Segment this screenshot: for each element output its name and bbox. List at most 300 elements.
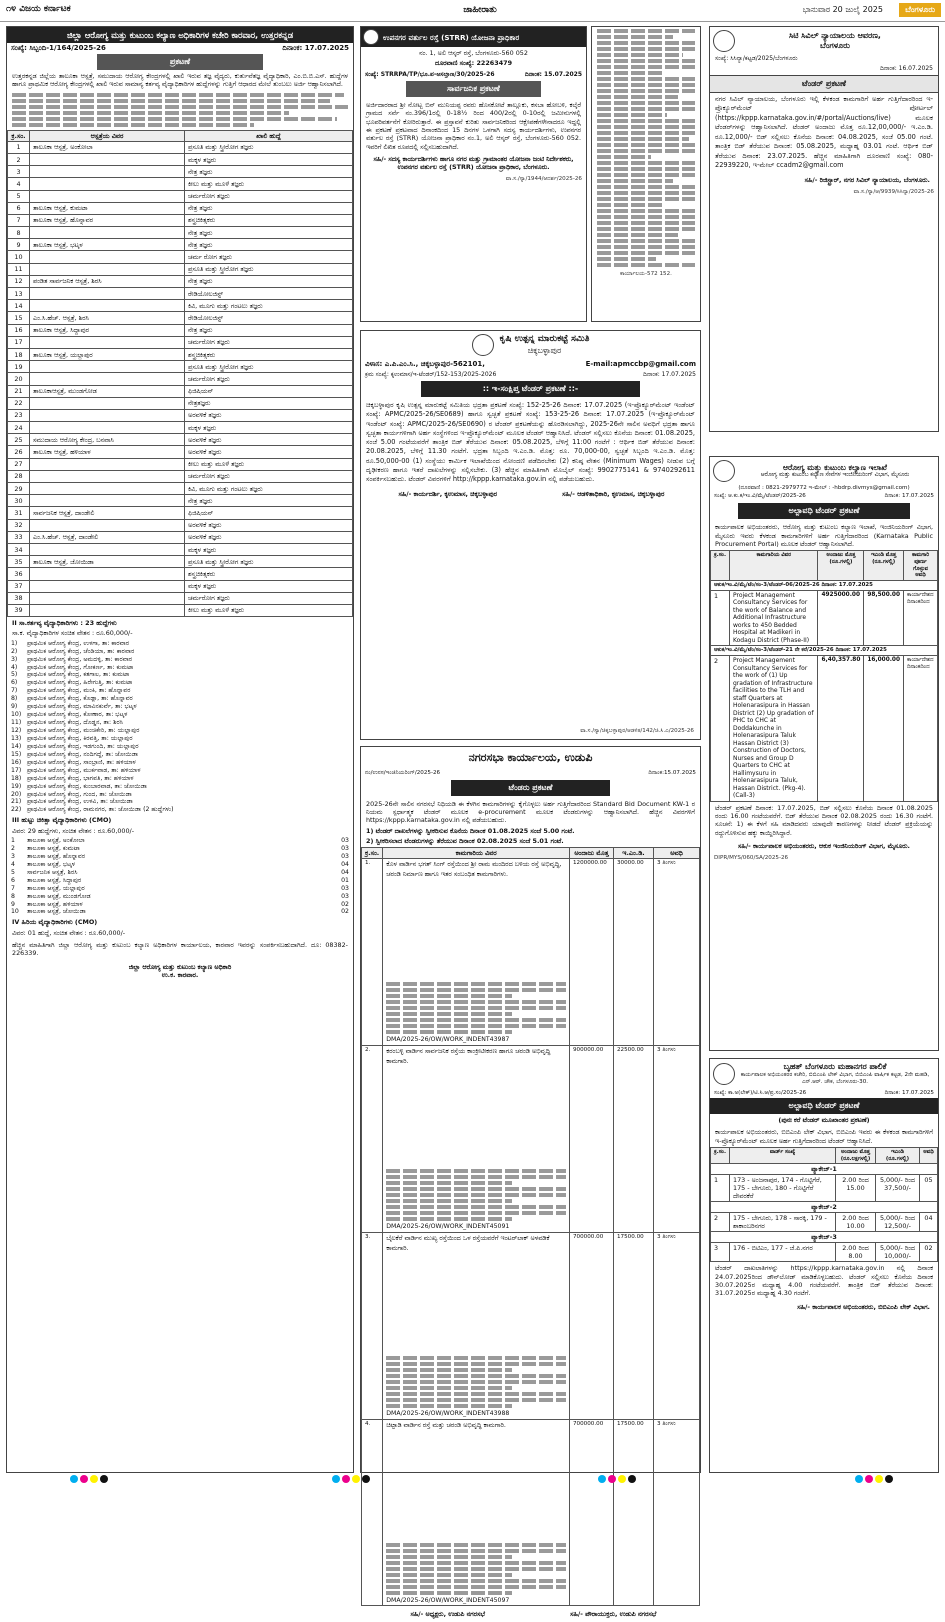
udupi-work-amount: 1200000.00	[570, 859, 614, 1046]
udupi-sign-left: ಸಹಿ/- ಅಧ್ಯಕ್ಷರು, ಉಡುಪಿ ನಗರಸಭೆ	[410, 1610, 485, 1619]
vacancy-hospital: ತಾಲೂಕಾ ಆಸ್ಪತ್ರೆ, ಕುಮಟಾ	[30, 202, 185, 214]
vacancy-row	[8, 263, 353, 275]
section-ii-pay: ಸಾ.ಕ. ವೈದ್ಯಾಧಿಕಾರಿಗಳ ಸಂಚಿತ ವೇತನ : ರೂ.60,000/-	[12, 629, 133, 638]
vacancy-sl: 11	[8, 263, 30, 275]
udupi-col-period: ಅವಧಿ	[654, 848, 700, 859]
apmc-ad	[360, 330, 701, 740]
bbmp-r1-amount: 2.00 ರಿಂದ 15.00	[836, 1175, 876, 1202]
health-date: ದಿನಾಂಕ: 17.07.2025	[884, 493, 934, 500]
phc-item-number: 18)	[11, 774, 22, 782]
udupi-col-emd: ಇ.ಎಂ.ಡಿ.	[614, 848, 654, 859]
phc-item-label: ಪ್ರಾಥಮಿಕ ಆರೋಗ್ಯ ಕೇಂದ್ರ, ಮುರ್ಕವಾಡ, ತಾ: ಹಳಿಯಾಳ	[27, 766, 141, 774]
strr-body: ಅರ್ಜಿದಾರರಾದ ಶ್ರೀ ನೋಟ್ಬ ಬಿನ್ ಮುನಿಯಪ್ಪ ರವರು ಹೊಸಕೋಟೆ ತಾಲ್ಲೂಕು, ಕಸಬಾ ಹೋಬಳಿ, ಕಲ್ಕೆರೆ ಗ್ರಾಮದ ಸರ್ವೆ ನಂ.396/1ರಲ್ಲಿ 0-18½ ರಿಂದ 400/2ರಲ್ಲಿ 0-10ರಲ್ಲಿ ಜಮೀನುಗಳಲ್ಲಿ ಭೂಪರಿವರ್ತನೆಗೆ ಕೋರಿರುತ್ತಾರೆ. ಈ ಪ್ರಸ್ತಾವನೆ ಕುರಿತು ಸಾರ್ವಜನಿಕರಿಂದ ಆಕ್ಷೇಪಣೆಗಳೇನಾದರೂ ಇದ್ದಲ್ಲಿ ಈ ಪ್ರಕಟಣೆ ಪ್ರಕಟವಾದ ದಿನಾಂಕದಿಂದ 15 ದಿನಗಳ ಒಳಗಾಗಿ ಸದಸ್ಯ ಕಾರ್ಯದರ್ಶಿಗಳು, ಉಪನಗರ ವರ್ತುಲ ರಸ್ತೆ (STRR) ಯೋಜನಾ ಪ್ರಾಧಿಕಾರ ನಂ.1, ಅಲಿ ಆಸ್ಕರ್ ರಸ್ತೆ, ಬೆಂಗಳೂರು-560 052. ಇವರಿಗೆ ಲಿಖಿತ ರೂಪದಲ್ಲಿ ಸಲ್ಲಿಸಬಹುದಾಗಿದೆ.	[366, 101, 581, 151]
section-iv-pay: ವಿವರ: 01 ಹುದ್ದೆ, ಸಂಚಿತ ವೇತನ : ರೂ.60,000/-	[12, 928, 126, 937]
bbmp-r3-period: 02	[920, 1243, 938, 1262]
vacancy-post: ನೇತ್ರ ತಜ್ಞರು	[185, 239, 353, 251]
vacancy-row	[8, 361, 353, 373]
vacancy-hospital	[30, 190, 185, 202]
vacancy-post: ಮಕ್ಕಳ ತಜ್ಞರು	[185, 543, 353, 555]
vacancy-post: ಅರವಳಿಕೆ ತಜ್ಞರು	[185, 446, 353, 458]
udupi-work-amount: 700000.00	[570, 1232, 614, 1419]
vacancy-hospital	[30, 580, 185, 592]
health-section-1: ಆಕುಕ/ಇಂ.ವಿ/ಮೈ/ಟೆಂ/ಸಂ-3/ಟೆಂಡರ್-06/2025-26 ದಿನಾಂಕ: 17.07.2025	[711, 581, 938, 591]
bbmp-row-3	[711, 1243, 938, 1262]
print-marks-left	[70, 1475, 108, 1483]
health-footer: DIPR/MYS/060/SA/2025-26	[714, 855, 789, 862]
vacancy-sl: 15	[8, 312, 30, 324]
vacancy-hospital: ಸಾರ್ವಜನಿಕ ಆಸ್ಪತ್ರೆ, ದಾಂಡೇಲಿ	[30, 507, 185, 519]
phc-item-number: 11)	[11, 719, 22, 727]
apmc-signatures	[361, 486, 700, 502]
udupi-work-emd: 17500.00	[614, 1232, 654, 1419]
vacancy-sl: 28	[8, 470, 30, 482]
edition-city: ಬೆಂಗಳೂರು	[899, 3, 941, 17]
bbmp-intro: ಕಾರ್ಯಪಾಲಕ ಅಭಿಯಂತರರು, ಬಿಬಿಎಂಪಿ ಲೇಕ್ ವಿಭಾಗ, ಬಿಬಿಎಂಪಿ ಇವರು ಈ ಕೆಳಕಂಡ ಕಾಮಗಾರಿಗಳಿಗೆ ಇ-ಪ್ರೊಕ್ಯೂರ್‌ಮೆಂಟ್ ಮೂಲಕ ಅರ್ಹ ಗುತ್ತಿಗೆದಾರರಿಂದ ಟೆಂಡರ್ ಆಹ್ವಾನಿಸಿದೆ.	[715, 1128, 933, 1145]
phc-item	[7, 719, 353, 727]
vacancy-sl: 25	[8, 434, 30, 446]
vacancy-post: ಕಿವಿ, ಮೂಗು ಮತ್ತು ಗಂಟಲು ತಜ್ಞರು	[185, 300, 353, 312]
health-phone: (ದೂರವಾಣಿ : 0821-2979772 ಇ-ಮೇಲ್ : -hbdrp.divmys@gmail.com)	[738, 485, 910, 491]
udupi-work-details	[386, 982, 566, 1034]
bbmp-r2-period: 04	[920, 1213, 938, 1232]
vacancy-sl: 23	[8, 409, 30, 421]
vacancy-post: ಕೀಲು ಮತ್ತು ಮೂಳೆ ತಜ್ಞರು	[185, 604, 353, 616]
vacancy-post: ಅರವಳಿಕೆ ತಜ್ಞರು	[185, 531, 353, 543]
vacancy-row	[8, 178, 353, 190]
health-w2-emd: 16,000.00	[864, 656, 904, 802]
vacancy-hospital	[30, 251, 185, 263]
apmc-title: ಕೃಷಿ ಉತ್ಪನ್ನ ಮಾರುಕಟ್ಟೆ ಸಮಿತಿ	[499, 334, 590, 345]
vacancy-sl: 17	[8, 336, 30, 348]
vacancy-hospital: ಸಮುದಾಯ ಆರೋಗ್ಯ ಕೇಂದ್ರ, ಬನವಾಸಿ	[30, 434, 185, 446]
udupi-col-desc: ಕಾಮಗಾರಿಯ ವಿವರ	[383, 848, 570, 859]
udupi-work-emd: 17500.00	[614, 1419, 654, 1606]
cmo-item	[7, 893, 353, 901]
col-hospital: ಆಸ್ಪತ್ರೆಯ ವಿವರ	[30, 130, 185, 141]
vacancy-hospital	[30, 483, 185, 495]
udupi-intro: 2025-26ನೇ ಸಾಲಿನ ನಗರಸಭೆ ನಿಧಿಯಡಿ ಈ ಕೆಳಗಿನ ಕಾಮಗಾರಿಗಳನ್ನು ಕೈಗೊಳ್ಳಲು ಅರ್ಹ ಗುತ್ತಿಗೆದಾರರಿಂದ Standard Bid Document KW-1 ರ ನಿಯಮ ಸ್ಪರ್ಧಾತ್ಮಕ ಟೆಂಡರ್ ಮೂಲಕ e-procurement ಮೂಲಕ ಟೆಂಡರುಗಳನ್ನು ಆಹ್ವಾನಿಸಲಾಗಿದೆ. ಹೆಚ್ಚಿನ ವಿವರಗಳಿಗೆ https://kppp.karnataka.gov.in ನಲ್ಲಿ ಪಡೆಯಬಹುದು.	[366, 799, 695, 825]
court-signature: ಸಹಿ/- ರಿಜಿಸ್ಟ್ರಾರ್, ನಗರ ಸಿವಿಲ್ ನ್ಯಾಯಾಲಯ, ಬೆಂಗಳೂರು.	[804, 175, 930, 184]
bbmp-r1-ward: 173 - ಅಂಜನಾಪುರ, 174 - ಗೊಟ್ಟಿಗೆರೆ, 175 - ಬೇಗೂರು, 180 - ಗೊಟ್ಟಿಗೆರೆ ದೇವರಕೆರೆ	[730, 1175, 836, 1202]
bbmp-works-table	[710, 1147, 938, 1263]
vacancy-post: ಅರವಳಿಕೆ ತಜ್ಞರು	[185, 434, 353, 446]
print-marks-center-right	[598, 1475, 636, 1483]
vacancy-post: ರೇಡಿಯೋಲಜಿಸ್ಟ್	[185, 312, 353, 324]
vacancy-post: ಅರವಳಿಕೆ ತಜ್ಞರು	[185, 409, 353, 421]
vacancy-row	[8, 507, 353, 519]
cmo-item-count: 01	[341, 876, 349, 884]
vacancy-hospital	[30, 178, 185, 190]
vacancy-hospital: ತಾಲೂಕಾ ಆಸ್ಪತ್ರೆ, ಸಿದ್ದಾಪುರ	[30, 324, 185, 336]
vacancy-post: ಪ್ರಸೂತಿ ಮತ್ತು ಸ್ತ್ರೀರೋಗ ತಜ್ಞರು	[185, 263, 353, 275]
vacancy-post: ನೇತ್ರ ತಜ್ಞರು	[185, 227, 353, 239]
ad-title: ಜಿಲ್ಲಾ ಆರೋಗ್ಯ ಮತ್ತು ಕುಟುಂಬ ಕಲ್ಯಾಣ ಅಧಿಕಾರಿಗಳ ಕಚೇರಿ ಕಾರವಾರ, ಉತ್ತರಕನ್ನಡ	[7, 27, 353, 43]
phc-item-number: 15)	[11, 750, 22, 758]
vacancy-post: ಪ್ರಸೂತಿ ಮತ್ತು ಸ್ತ್ರೀರೋಗ ತಜ್ಞರು	[185, 361, 353, 373]
section-iii-title: III ಹುಟ್ಟು ಚಿಕಿತ್ಸಾ ವೈದ್ಯಾಧಿಕಾರಿಗಳು (CMO)	[12, 816, 112, 825]
vacancy-sl: 37	[8, 580, 30, 592]
health-w1-desc: Project Management Consultancy Services for the work of Balance and Additional Infrastructure works to 450 Bedded Hospital at Madikeri in Kodagu District (Phase-II)	[730, 590, 818, 646]
vacancy-sl: 9	[8, 239, 30, 251]
vacancy-hospital: ಎಂ.ಸಿ.ಹೆಚ್. ಆಸ್ಪತ್ರೆ, ದಾಂಡೇಲಿ	[30, 531, 185, 543]
health-w2-desc: Project Management Consultancy Services for the work of (1) Up gradation of Infrastructure facilities to the TLH and staff Quarters at Holenarasipura in Hassan District (2) Up gradation of PHC to CHC at Doddakunche in Holenarasipura Taluk Hassan District (3) Construction of Doctors, Nurses and Group D Quarters to CHC at Hallimysuru in Holenarasipura Taluk, Hassan District. (Pkg-4).(Call-3)	[730, 656, 818, 802]
bbmp-row-2	[711, 1213, 938, 1232]
apmc-ref-row	[361, 370, 700, 380]
udupi-ref-row	[361, 769, 700, 778]
udupi-works-table	[361, 847, 700, 1606]
small-notice-text	[592, 29, 700, 267]
vacancy-hospital	[30, 495, 185, 507]
vacancy-row	[8, 275, 353, 287]
vacancy-row	[8, 604, 353, 616]
vacancy-sl: 35	[8, 556, 30, 568]
udupi-work-row	[362, 1046, 700, 1233]
vacancy-row	[8, 483, 353, 495]
apmc-body: ಚಿಕ್ಕಬಳ್ಳಾಪುರ ಕೃಷಿ ಉತ್ಪನ್ನ ಮಾರುಕಟ್ಟೆ ಸಮಿತಿಯ ಭದ್ರತಾ ಪ್ರಕಟಣೆ ಸಂಖ್ಯೆ: 152-25-26 ದಿನಾಂಕ: 17.07.2025 (ಇ-ಪ್ರೊಕ್ಯೂರ್‌ಮೆಂಟ್ ಇಂಡೆಂಟ್ ಸಂಖ್ಯೆ: APMC/2025-26/SE0689) ಹಾಗೂ ಸ್ವಚ್ಛತೆ ಪ್ರಕಟಣೆ ಸಂಖ್ಯೆ: 153-25-26 ದಿನಾಂಕ: 17.07.2025 (ಇ-ಪ್ರೊಕ್ಯೂರ್‌ಮೆಂಟ್ ಇಂಡೆಂಟ್ ಸಂಖ್ಯೆ: APMC/2025-26/SE0690) ರ ಟೆಂಡರ್ ಪ್ರಕಟಣೆಯನ್ನು ಹೊರಡಿಸಲಾಗಿದ್ದು, 2025-26ನೇ ಸಾಲಿನ ಅವಧಿಗೆ ಭದ್ರತಾ ಹಾಗೂ ಸ್ವಚ್ಛತಾ ಕಾರ್ಯಗಳಿಗಾಗಿ ಅರ್ಹ ಸಂಸ್ಥೆಗಳಿಂದ ಇ-ಪ್ರೊಕ್ಯೂರ್‌ಮೆಂಟ್ ಮೂಲಕ ಟೆಂಡರ್ ಆಹ್ವಾನಿಸಿದೆ. ಟೆಂಡರ್ ಸಲ್ಲಿಸಲು ಕೊನೆಯ ದಿನಾಂಕ: 01.08.2025, ಸಂಜೆ 5.00 ಗಂಟೆಯವರೆಗೆ ತಾಂತ್ರಿಕ ಬಿಡ್ ತೆರೆಯುವ ದಿನಾಂಕ: 05.08.2025, ಬೆಳಿಗ್ಗೆ 11:00 ಗಂಟೆಗೆ : ಆರ್ಥಿಕ ಬಿಡ್ ತೆರೆಯುವ ದಿನಾಂಕ: 20.08.2025, ಬೆಳಿಗ್ಗೆ 11.30 ಗಂಟೆಗೆ. ಭದ್ರತಾ ಸಿಬ್ಬಂದಿ ಇ.ಎಂ.ಡಿ. ಮೊತ್ತ: ರೂ. 70,000-00, ಸ್ವಚ್ಛತೆ ಸಿಬ್ಬಂದಿ ಇ.ಎಂ.ಡಿ. ಮೊತ್ತ: ರೂ.50,000-00 (1) ಸಂಸ್ಥೆಯು ಕಾರ್ಮಿಕ ಇಲಾಖೆಯಿಂದ ನೋಂದಣಿ ಪಡೆದಿರಬೇಕು (2) ಕನಿಷ್ಠ ವೇತನ (Minimum Wages) ನೀಡುವ ಬಗ್ಗೆ ದೃಢೀಕರಣ ಹಾಗೂ ಇತರೆ ದಾಖಲೆಗಳನ್ನು ಸಲ್ಲಿಸಬೇಕು. (3) ಹೆಚ್ಚಿನ ಮಾಹಿತಿಗಾಗಿ ಮೊಬೈಲ್ ಸಂಖ್ಯೆ: 9902775141 & 9740292611 ಸಂಪರ್ಕಿಸಬಹುದು. ಟೆಂಡರ್ ವಿವರಗಳಿಗೆ http://kppp.karnataka.gov.in ನಲ್ಲಿ ಪಡೆಯಬಹುದು.	[366, 401, 695, 483]
udupi-work-emd: 22500.00	[614, 1046, 654, 1233]
small-notice-footer: ಕಾರ್ಯಾಲಯ-572 152.	[620, 271, 672, 277]
vacancy-sl: 33	[8, 531, 30, 543]
udupi-work-row	[362, 859, 700, 1046]
phc-item-label: ಪ್ರಾಥಮಿಕ ಆರೋಗ್ಯ ಕೇಂದ್ರ, ಸಾಂಬ್ರಾಣಿ, ತಾ: ಹಳಿಯಾಳ	[27, 758, 136, 766]
cmo-item-hospital: ತಾಲೂಕಾ ಆಸ್ಪತ್ರೆ, ಯಲ್ಲಾಪುರ	[27, 884, 85, 892]
cmo-item-number: 5	[11, 868, 15, 876]
vacancy-sl: 5	[8, 190, 30, 202]
vacancy-hospital: ತಾಲೂಕಾ ಆಸ್ಪತ್ರೆ, ಅಂಕೋಲಾ	[30, 141, 185, 153]
udupi-sign-right: ಸಹಿ/- ಪೌರಾಯುಕ್ತರು, ಉಡುಪಿ ನಗರಸಭೆ	[570, 1610, 657, 1619]
phc-item-label: ಪ್ರಾಥಮಿಕ ಆರೋಗ್ಯ ಕೇಂದ್ರ, ಕಿರವತ್ತಿ, ತಾ: ಯಲ್ಲಾಪುರ	[27, 734, 133, 742]
cmo-item-count: 04	[341, 860, 349, 868]
phc-item-number: 17)	[11, 766, 22, 774]
udupi-col-sl: ಕ್ರ.ಸಂ.	[362, 848, 383, 859]
vacancy-row	[8, 141, 353, 153]
phc-item-label: ಪ್ರಾಥಮಿಕ ಆರೋಗ್ಯ ಕೇಂದ್ರ, ಮಂಚಿಕೇರಿ, ತಾ: ಯಲ್ಲಾಪುರ	[27, 727, 140, 735]
udupi-work-sl: 3.	[362, 1232, 383, 1419]
vacancy-post: ನೇತ್ರ ತಜ್ಞರು	[185, 166, 353, 178]
cmo-item-count: 03	[341, 892, 349, 900]
health-work-row-2	[711, 656, 938, 802]
vacancy-row	[8, 324, 353, 336]
vacancy-hospital: ತಾಲೂಕಾ ಆಸ್ಪತ್ರೆ, ಜೋಯಿಡಾ	[30, 556, 185, 568]
strr-signature: ಸಹಿ/- ಸದಸ್ಯ ಕಾರ್ಯದರ್ಶಿಗಳು ಹಾಗೂ ನಗರ ಮತ್ತು ಗ್ರಾಮಾಂತರ ಯೋಜನಾ ಜಂಟಿ ನಿರ್ದೇಶಕರು, ಉಪನಗರ ವರ್ತುಲ ರಸ್ತೆ (STRR) ಯೋಜನಾ ಪ್ರಾಧಿಕಾರ, ಬೆಂಗಳೂರು.	[373, 155, 574, 172]
udupi-date: ದಿನಾಂಕ:15.07.2025	[648, 769, 696, 776]
udupi-title: ನಗರಸಭಾ ಕಾರ್ಯಾಲಯ, ಉಡುಪಿ	[468, 751, 593, 764]
health-col-sl: ಕ್ರ.ಸಂ.	[711, 551, 730, 581]
vacancy-sl: 32	[8, 519, 30, 531]
vacancy-post: ಮಕ್ಕಳ ತಜ್ಞರು	[185, 580, 353, 592]
cmo-item-number: 10	[11, 908, 19, 916]
bbmp-col-amount: ಅಂದಾಜು ಮೊತ್ತ (ರೂ.ಲಕ್ಷಗಳಲ್ಲಿ)	[836, 1147, 876, 1164]
phc-item	[7, 743, 353, 751]
bbmp-r2-emd: 5,000/- ರಿಂದ 12,500/-	[876, 1213, 920, 1232]
bbmp-col-ward: ವಾರ್ಡ್ ಸಂಖ್ಯೆ	[730, 1147, 836, 1164]
cmo-item-number: 2	[11, 844, 15, 852]
section-iii-pay: ವಿವರ: 29 ಹುದ್ದೆಗಳು, ಸಂಚಿತ ವೇತನ : ರೂ.60,000/-	[12, 826, 135, 835]
bbmp-r2-sl: 2	[711, 1213, 730, 1232]
vacancy-row	[8, 300, 353, 312]
vacancy-post: ನೇತ್ರ ತಜ್ಞರು	[185, 275, 353, 287]
court-heading: ಟೆಂಡರ್ ಪ್ರಕಟಣೆ	[710, 75, 938, 93]
phc-item-number: 8)	[11, 695, 18, 703]
col-sl: ಕ್ರ.ಸಂ.	[8, 130, 30, 141]
phc-item	[7, 735, 353, 743]
health-col-desc: ಕಾಮಗಾರಿಯ ವಿವರ	[730, 551, 818, 581]
health-w1-sl: 1	[711, 590, 730, 646]
udupi-work-period: 3 ತಿಂಗಳು	[654, 1046, 700, 1233]
strr-footer: ವಾ.ಸ./ಸ್ಯಾ/1944/ಆದರ್ಶ/2025-26	[505, 175, 582, 182]
phc-list	[7, 640, 353, 815]
phc-item-label: ಪ್ರಾಥಮಿಕ ಆರೋಗ್ಯ ಕೇಂದ್ರ, ಉಳವಿ, ತಾ: ಜೋಯಿಡಾ	[27, 798, 133, 806]
vacancy-row	[8, 409, 353, 421]
health-body: ಟೆಂಡರ್ ಪ್ರಕಟಣೆ ದಿನಾಂಕ: 17.07.2025, ಬಿಡ್ ಸಲ್ಲಿಸಲು ಕೊನೆಯ ದಿನಾಂಕ 01.08.2025 ರಂದು 16.00 ಗಂಟೆಯವರೆಗೆ. ಬಿಡ್ ತೆರೆಯುವ ದಿನಾಂಕ 02.08.2025 ರಂದು 16.30 ಗಂಟೆಗೆ. ಸೂಚನೆ: 1) ಈ ಕೆಳಗೆ ಸಹಿ ಮಾಡಿದವರು ಯಾವುದೇ ಕಾರಣಗಳನ್ನು ನೀಡದೆ ಟೆಂಡರ್ ಪ್ರಕ್ರಿಯೆಯನ್ನು ರದ್ದುಗೊಳಿಸುವ ಹಕ್ಕು ಕಾಯ್ದಿರಿಸಿದ್ದಾರೆ.	[715, 803, 933, 837]
phc-item-number: 2)	[11, 647, 18, 655]
phc-item-label: ಪ್ರಾಥಮಿಕ ಆರೋಗ್ಯ ಕೇಂದ್ರ, ಭಾಗವತಿ, ತಾ: ಹಳಿಯಾಳ	[27, 774, 134, 782]
vacancy-row	[8, 153, 353, 165]
vacancy-row	[8, 288, 353, 300]
bbmp-r2-ward: 175 - ಬೇಗೂರು, 178 - ಸಾರಕ್ಕಿ, 179 - ಶಾಕಾಂಬರಿನಗರ	[730, 1213, 836, 1232]
udupi-work-sl: 4.	[362, 1419, 383, 1606]
health-ref-row	[710, 492, 938, 501]
vacancy-post: ಚರ್ಮರೋಗ ತಜ್ಞರು	[185, 592, 353, 604]
vacancy-sl: 2	[8, 153, 30, 165]
vacancy-sl: 39	[8, 604, 30, 616]
bbmp-date: ದಿನಾಂಕ: 17.07.2025	[884, 1089, 934, 1096]
vacancy-hospital: ತಾಲೂಕಾ ಆಸ್ಪತ್ರೆ, ಹಳಿಯಾಳ	[30, 446, 185, 458]
col-post: ಖಾಲಿ ಹುದ್ದೆ	[185, 130, 353, 141]
cmo-item-number: 6	[11, 876, 15, 884]
phc-item-number: 1)	[11, 639, 18, 647]
ref-row	[7, 43, 353, 54]
phc-item	[7, 791, 353, 799]
court-title: ಸಿಟಿ ಸಿವಿಲ್ ನ್ಯಾಯಾಲಯ ಆವರಣ,	[789, 31, 881, 40]
phc-item-label: ಪ್ರಾಥಮಿಕ ಆರೋಗ್ಯ ಕೇಂದ್ರ, ಇಡಗುಂದಿ, ತಾ: ಯಲ್ಲಾಪುರ	[27, 742, 139, 750]
phc-item-number: 20)	[11, 790, 22, 798]
vacancy-hospital: ಪಂಡಿತ ಸಾರ್ವಜನಿಕ ಆಸ್ಪತ್ರೆ, ಶಿರಸಿ	[30, 275, 185, 287]
vacancy-hospital	[30, 592, 185, 604]
health-col-emd: ಇಎಂಡಿ ಮೊತ್ತ (ರೂ.ಗಳಲ್ಲಿ)	[864, 551, 904, 581]
phc-item	[7, 648, 353, 656]
vacancy-hospital	[30, 336, 185, 348]
vacancy-hospital	[30, 519, 185, 531]
intro-text: ಉತ್ತರಕನ್ನಡ ಜಿಲ್ಲೆಯ ತಾಲೂಕಾ ಆಸ್ಪತ್ರೆ, ಸಮುದಾಯ ಆರೋಗ್ಯ ಕೇಂದ್ರಗಳಲ್ಲಿ ಖಾಲಿ ಇರುವ ತಜ್ಞ ವೈದ್ಯರು, ಕುರ್ತುವೆತಜ್ಞ ವೈದ್ಯಾಧಿಕಾರಿ, ಎಂ.ಬಿ.ಬಿ.ಎಸ್. ಹುದ್ದೆಗಳ ಹಾಗೂ ಪ್ರಾಥಮಿಕ ಆರೋಗ್ಯ ಕೇಂದ್ರಗಳಲ್ಲಿ ಖಾಲಿ ಇರುವ ಸಾಮಾನ್ಯ ಕರ್ತವ್ಯ ವೈದ್ಯಾಧಿಕಾರಿಗಳ ಹುದ್ದೆಗಳನ್ನು ಗುತ್ತಿಗೆ ಆಧಾರದ ಮೇಲೆ ತುಂಬಲು ಅರ್ಜಿ ಆಹ್ವಾನಿಸಲಾಗಿದೆ.	[12, 72, 348, 89]
apmc-date: ದಿನಾಂಕ: 17.07.2025	[643, 370, 696, 378]
phc-item-label: ಪ್ರಾಥಮಿಕ ಆರೋಗ್ಯ ಕೇಂದ್ರ, ಮಾವಿನಕುರ್ವೆ, ತಾ: ಭಟ್ಕಳ	[27, 703, 137, 711]
udupi-work-row	[362, 1419, 700, 1606]
health-w1-emd: 98,500.00	[864, 590, 904, 646]
vacancy-row	[8, 190, 353, 202]
vacancy-row	[8, 543, 353, 555]
vacancy-sl: 10	[8, 251, 30, 263]
vacancy-sl: 26	[8, 446, 30, 458]
phc-item-label: ಪ್ರಾಥಮಿಕ ಆರೋಗ್ಯ ಕೇಂದ್ರ, ನಂದಿಗದ್ದೆ, ತಾ: ಜೋಯಿಡಾ	[27, 750, 139, 758]
udupi-work-desc	[383, 1419, 570, 1606]
phc-item-label: ಪ್ರಾಥಮಿಕ ಆರೋಗ್ಯ ಕೇಂದ್ರ, ಗುಂದ, ತಾ: ಜೋಯಿಡಾ	[27, 790, 132, 798]
phc-item-number: 9)	[11, 703, 18, 711]
vacancy-post: ಚರ್ಮರೋಗ ತಜ್ಞರು	[185, 373, 353, 385]
vacancy-row	[8, 470, 353, 482]
vacancy-sl: 13	[8, 288, 30, 300]
vacancy-sl: 21	[8, 385, 30, 397]
phc-item	[7, 783, 353, 791]
newspaper-brand: ೧೪ ವಿಜಯ ಕರ್ನಾಟಕ	[6, 4, 71, 14]
udupi-work-desc	[383, 1232, 570, 1419]
strr-ref-row	[361, 70, 586, 80]
vacancy-row	[8, 385, 353, 397]
cmo-item	[7, 885, 353, 893]
cmo-item	[7, 845, 353, 853]
vacancy-hospital	[30, 409, 185, 421]
vacancy-sl: 38	[8, 592, 30, 604]
vacancy-row	[8, 397, 353, 409]
vacancy-row	[8, 446, 353, 458]
apmc-subtitle: ಚಿಕ್ಕಬಳ್ಳಾಪುರ	[527, 345, 562, 355]
phc-item	[7, 711, 353, 719]
udupi-ad	[360, 746, 701, 1619]
vacancy-hospital	[30, 604, 185, 616]
udupi-work-amount: 900000.00	[570, 1046, 614, 1233]
health-work-row-1	[711, 590, 938, 646]
cmo-item-number: 3	[11, 852, 15, 860]
phc-item-number: 10)	[11, 711, 22, 719]
health-w2-sl: 2	[711, 656, 730, 802]
issue-date: ಭಾನುವಾರ 20 ಜುಲೈ 2025	[802, 5, 883, 14]
cmo-item-count: 02	[341, 900, 349, 908]
bbmp-subtitle: ಕಾರ್ಯಪಾಲಕ ಅಭಿಯಂತರರ ಕಚೇರಿ, ಬಿಬಿಎಂಪಿ ಲೇಕ್ ವಿಭಾಗ, ಬಿಬಿಎಂಪಿ ವಾರ್ಷಿಕ ಕಟ್ಟಡ, 2ನೇ ಮಹಡಿ, ಎನ್.ಆರ್. ಚೌಕ, ಬೆಂಗಳೂರು-30.	[740, 1072, 930, 1085]
section-title: ಜಾಹೀರಾತು	[463, 5, 497, 15]
cmo-item	[7, 869, 353, 877]
vacancy-row	[8, 592, 353, 604]
bbmp-r1-sl: 1	[711, 1175, 730, 1202]
vacancy-row	[8, 458, 353, 470]
phc-item-label: ಪ್ರಾಥಮಿಕ ಆರೋಗ್ಯ ಕೇಂದ್ರ, ಅಮದಳ್ಳಿ, ತಾ: ಕಾರವಾರ	[27, 655, 133, 663]
phc-item	[7, 687, 353, 695]
phc-item-number: 13)	[11, 734, 22, 742]
phc-item-label: ಪ್ರಾಥಮಿಕ ಆರೋಗ್ಯ ಕೇಂದ್ರ, ಮಂಕಿ, ತಾ: ಹೊನ್ನಾವರ	[27, 687, 131, 695]
udupi-ref: ನಂ/ಉನಸ/ಇಂಜಿನಿಯರಿಂಗ್/2025-26	[365, 769, 441, 776]
print-marks-center-left	[332, 1475, 370, 1483]
vacancy-sl: 12	[8, 275, 30, 287]
vacancy-hospital	[30, 153, 185, 165]
phc-item-label: ಪ್ರಾಥಮಿಕ ಆರೋಗ್ಯ ಕೇಂದ್ರ, ಕೋಣಾರ, ತಾ: ಭಟ್ಕಳ	[27, 711, 128, 719]
vacancy-post: ಅರವಳಿಕೆ ತಜ್ಞರು	[185, 519, 353, 531]
section-ii-title: II ಸಾ.ಕರ್ತವ್ಯ ವೈದ್ಯಾಧಿಕಾರಿಗಳು : 23 ಹುದ್ದೆಗಳು	[12, 619, 117, 628]
vacancy-sl: 8	[8, 227, 30, 239]
health-subtitle: ಆರೋಗ್ಯ ಮತ್ತು ಕುಟುಂಬ ಕಲ್ಯಾಣ ಸೇವೆಗಳ ಇಂಜಿನಿಯರಿಂಗ್ ವಿಭಾಗ, ಮೈಸೂರು	[760, 472, 910, 479]
closing-text: ಹೆಚ್ಚಿನ ಮಾಹಿತಿಗಾಗಿ ಜಿಲ್ಲಾ ಆರೋಗ್ಯ ಮತ್ತು ಕುಟುಂಬ ಕಲ್ಯಾಣ ಅಧಿಕಾರಿಗಳ ಕಾರ್ಯಾಲಯ, ಕಾರವಾರ ಇವರನ್ನು ಸಂಪರ್ಕಿಸಬಹುದಾಗಿದೆ. ದೂ: 08382-226339.	[12, 941, 348, 958]
vacancy-post: ಶಸ್ತ್ರಚಿಕಿತ್ಸಕರು	[185, 568, 353, 580]
cmo-item	[7, 877, 353, 885]
vacancy-row	[8, 251, 353, 263]
apmc-footer: ವಾ.ಸ./ಸ್ಯಾ/ಚಿಕ್ಕಬಳ್ಳಾಪುರ/ಆಡಳಿತ/142/ಚಿ.ಸಿ.ಎ/2025-26	[580, 728, 694, 735]
bbmp-heading: ಅಲ್ಪಾವಧಿ ಟೆಂಡರ್ ಪ್ರಕಟಣೆ	[710, 1098, 938, 1114]
bbmp-ref-row	[710, 1089, 938, 1098]
vacancy-hospital	[30, 263, 185, 275]
vacancy-row	[8, 336, 353, 348]
udupi-signatures	[361, 1606, 700, 1622]
vacancy-post: ಪ್ರಸೂತಿ ಮತ್ತು ಸ್ತ್ರೀರೋಗ ತಜ್ಞರು	[185, 556, 353, 568]
phc-item-number: 16)	[11, 758, 22, 766]
phc-item-label: ಪ್ರಾಥಮಿಕ ಆರೋಗ್ಯ ಕೇಂದ್ರ, ಚೆಂಡಿಯಾ, ತಾ: ಕಾರವಾರ	[27, 647, 135, 655]
health-w1-amount: 4925000.00	[818, 590, 864, 646]
udupi-work-indent: DMA/2025-26/OW/WORK_INDENT43988	[386, 1409, 510, 1417]
bbmp-body: ಟೆಂಡರ್ ದಾಖಲಾತಿಗಳನ್ನು https://kppp.karnataka.gov.in ನಲ್ಲಿ ದಿನಾಂಕ 24.07.2025ರಿಂದ ಡೌನ್‌ಲೋಡ್ ಮಾಡಿಕೊಳ್ಳಬಹುದು. ಟೆಂಡರ್ ಸಲ್ಲಿಸಲು ಕೊನೆಯ ದಿನಾಂಕ 30.07.2025ರ ಮಧ್ಯಾಹ್ನ 4.00 ಗಂಟೆಯವರೆಗೆ. ತಾಂತ್ರಿಕ ಬಿಡ್ ತೆರೆಯುವ ದಿನಾಂಕ: 31.07.2025ರ ಮಧ್ಯಾಹ್ನ 4.30 ಗಂಟೆಗೆ.	[715, 1264, 933, 1298]
cmo-item-count: 03	[341, 837, 349, 845]
eligibility-text-block	[7, 93, 353, 127]
karnataka-emblem-icon	[713, 460, 735, 482]
vacancy-sl: 36	[8, 568, 30, 580]
vacancy-row	[8, 348, 353, 360]
vacancy-hospital	[30, 166, 185, 178]
vacancy-row	[8, 556, 353, 568]
health-title: ಆರೋಗ್ಯ ಮತ್ತು ಕುಟುಂಬ ಕಲ್ಯಾಣ ಇಲಾಖೆ	[783, 462, 887, 472]
bbmp-subheading: (ಪುನಃ ಕರೆ ಟೆಂಡರ್ ಮೂಖಾಂತರ ಪ್ರಕಟಣೆ)	[778, 1115, 870, 1124]
phc-item	[7, 767, 353, 775]
vacancy-sl: 18	[8, 348, 30, 360]
ref-date: ದಿನಾಂಕ: 17.07.2025	[282, 44, 349, 53]
cmo-item	[7, 908, 353, 916]
vacancy-row	[8, 580, 353, 592]
udupi-work-indent: DMA/2025-26/OW/WORK_INDENT45097	[386, 1596, 510, 1604]
phc-item	[7, 679, 353, 687]
vacancy-post: ಶಸ್ತ್ರಚಿಕಿತ್ಸಕರು	[185, 214, 353, 226]
bbmp-r3-amount: 2.00 ರಿಂದ 8.00	[836, 1243, 876, 1262]
vacancy-row	[8, 227, 353, 239]
vacancy-hospital	[30, 361, 185, 373]
health-signature: ಸಹಿ/- ಕಾರ್ಯಪಾಲಕ ಅಭಿಯಂತರರು, ಆಕುಕ ಇಂಜಿನಿಯರಿಂಗ್ ವಿಭಾಗ, ಮೈಸೂರು.	[738, 842, 910, 851]
bbmp-package-3: ಪ್ಯಾಕೇಜ್-3	[711, 1232, 938, 1243]
health-section-2: ಆಕುಕ/ಇಂ.ವಿ/ಮೈ/ಟೆಂ/ಸಂ-3/ಟೆಂಡರ್-21 ನೇ ಕರೆ/2025-26 ದಿನಾಂಕ: 17.07.2025	[711, 646, 938, 656]
vacancy-post: ನೇತ್ರ ತಜ್ಞರು	[185, 324, 353, 336]
vacancy-post: ಶಸ್ತ್ರಚಿಕಿತ್ಸಕರು	[185, 348, 353, 360]
phc-item-number: 3)	[11, 655, 18, 663]
udupi-work-sl: 2.	[362, 1046, 383, 1233]
bbmp-r3-sl: 3	[711, 1243, 730, 1262]
vacancy-row	[8, 531, 353, 543]
karwar-health-ad	[6, 26, 354, 1473]
section-iv-title: IV ಹಿರಿಯ ವೈದ್ಯಾಧಿಕಾರಿಗಳು (CMO)	[12, 918, 98, 927]
vacancy-post: ಚರ್ಮ ರೋಗ ತಜ್ಞರು	[185, 251, 353, 263]
phc-item-label: ಪ್ರಾಥಮಿಕ ಆರೋಗ್ಯ ಕೇಂದ್ರ, ರಾಮನಗರ, ತಾ: ಜೋಯಿಡಾ (2 ಹುದ್ದೆಗಳು)	[27, 806, 174, 814]
phc-item-label: ಪ್ರಾಥಮಿಕ ಆರೋಗ್ಯ ಕೇಂದ್ರ, ಹಿರೇಗುತ್ತಿ, ತಾ: ಕುಮಟಾ	[27, 679, 133, 687]
apmc-header	[361, 331, 700, 359]
phc-item	[7, 671, 353, 679]
udupi-work-period: 3 ತಿಂಗಳು	[654, 1419, 700, 1606]
vacancy-post: ನೇತ್ರ ತಜ್ಞರು	[185, 495, 353, 507]
health-col-amount: ಅಂದಾಜು ಮೊತ್ತ (ರೂ.ಗಳಲ್ಲಿ)	[818, 551, 864, 581]
vacancy-hospital	[30, 373, 185, 385]
vacancy-row	[8, 166, 353, 178]
vacancy-sl: 3	[8, 166, 30, 178]
vacancy-post: ನೇತ್ರ ತಜ್ಞರು	[185, 202, 353, 214]
vacancy-hospital: ಎಂ.ಸಿ.ಹೆಚ್. ಆಸ್ಪತ್ರೆ, ಶಿರಸಿ	[30, 312, 185, 324]
vacancy-sl: 6	[8, 202, 30, 214]
vacancy-row	[8, 434, 353, 446]
phc-item	[7, 806, 353, 814]
udupi-work-desc	[383, 859, 570, 1046]
ref-number: ಸಂಖ್ಯೆ: ಸಿಬ್ಬಂದಿ-1/164/2025-26	[11, 44, 106, 53]
vacancy-row	[8, 312, 353, 324]
vacancy-post: ಮಕ್ಕಳ ತಜ್ಞರು	[185, 153, 353, 165]
apmc-sign-left: ಸಹಿ/- ಕಾರ್ಯದರ್ಶಿ, ಕೃಉಮಾಸ, ಚಿಕ್ಕಬಳ್ಳಾಪುರ	[398, 490, 497, 499]
cmo-item-hospital: ತಾಲೂಕಾ ಆಸ್ಪತ್ರೆ, ಭಟ್ಕಳ	[27, 860, 76, 868]
vacancy-hospital	[30, 543, 185, 555]
cmo-item	[7, 901, 353, 909]
vacancy-hospital: ತಾಲೂಕಾಆಸ್ಪತ್ರೆ, ಮುಂಡಗೋಡ	[30, 385, 185, 397]
health-w2-amount: 6,40,357.80	[818, 656, 864, 802]
cmo-item	[7, 853, 353, 861]
cmo-list	[7, 837, 353, 916]
health-works-table	[710, 550, 938, 802]
